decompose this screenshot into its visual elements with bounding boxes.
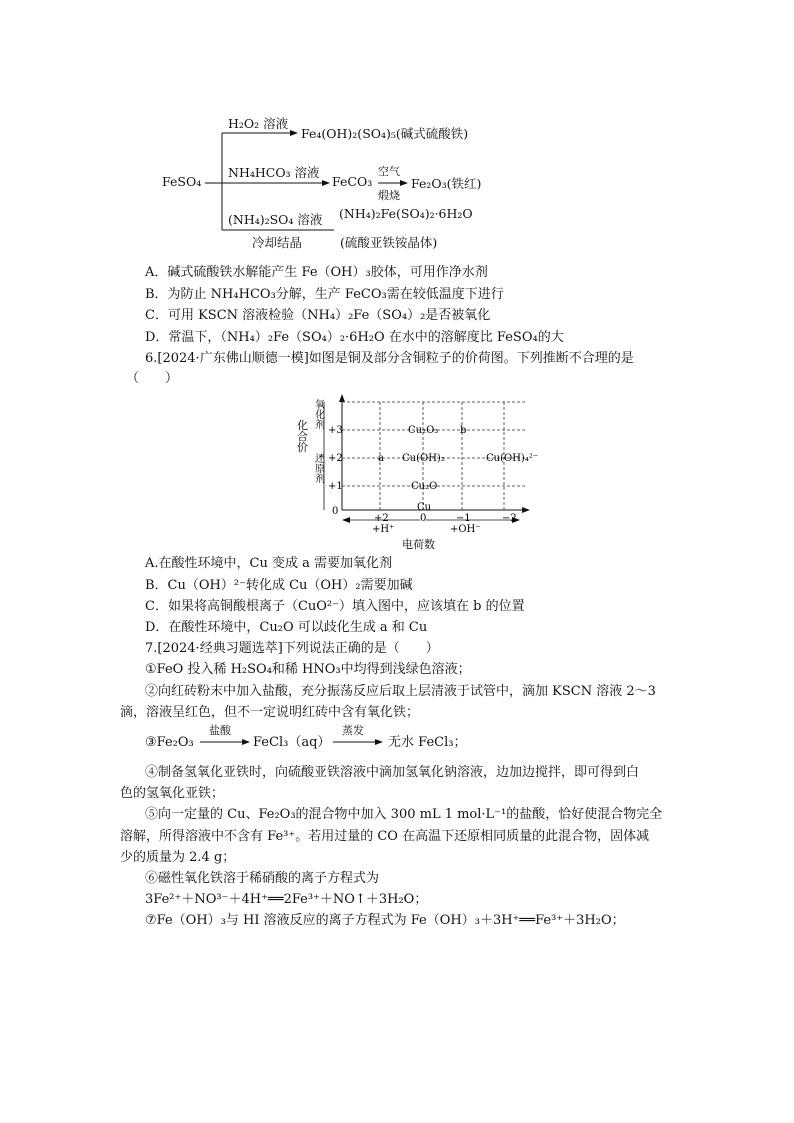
chart-y-axis-label: 化合价 — [295, 419, 309, 453]
q7-s3-end: 无水 FeCl₃； — [388, 735, 467, 750]
q7-statement-6b: 3Fe²⁺＋NO³⁻＋4H⁺══2Fe³⁺＋NO↑＋3H₂O； — [145, 892, 428, 907]
q6-option-c: C．如果将高铜酸根离子（CuO²⁻）填入图中，应该填在 b 的位置 — [145, 599, 525, 614]
q7-statement-5b: 溶解，所得溶液中不含有 Fe³⁺。若用过量的 CO 在高温下还原相同质量的此混合物，固体减 — [120, 829, 650, 844]
chart-x-tick-plus2: +2 — [374, 513, 389, 524]
scheme-reagent-3: (NH₄)₂SO₄ 溶液 — [228, 212, 323, 227]
q6-option-a: A.在酸性环境中，Cu 变成 a 需要加氧化剂 — [145, 556, 392, 571]
chart-y-tick-1: +1 — [328, 481, 343, 492]
q7-statement-2a: ②向红砖粉末中加入盐酸，充分振荡反应后取上层清液于试管中，滴加 KSCN 溶液 2～3 — [145, 684, 656, 699]
species-cuoh2: Cu(OH)₂ — [402, 453, 445, 464]
q5-option-b: B．为防止 NH₄HCO₃分解，生产 FeCO₃需在较低温度下进行 — [145, 287, 504, 302]
q6-option-d: D．在酸性环境中，Cu₂O 可以歧化生成 a 和 Cu — [145, 620, 428, 635]
chart-x-tick-minus1: −1 — [456, 513, 471, 524]
chart-y-tick-2: +2 — [328, 453, 343, 464]
chart-h-plus: +H⁺ — [372, 524, 395, 535]
scheme-under-2: 煅烧 — [378, 189, 400, 202]
species-a: a — [378, 453, 384, 464]
chart-y-tick-0: 0 — [332, 506, 339, 517]
q5-option-a: A．碱式硫酸铁水解能产生 Fe（OH）₃胶体，可用作净水剂 — [145, 265, 488, 280]
q6-stem: 6.[2024·广东佛山顺德一模]如图是铜及部分含铜粒子的价荷图。下列推断不合理的是 — [145, 351, 634, 366]
scheme-product-2b: Fe₂O₃(铁红) — [411, 176, 482, 191]
q7-statement-4a: ④制备氢氧化亚铁时，向硫酸亚铁溶液中滴加氢氧化钠溶液，边加边搅拌，即可得到白 — [145, 765, 640, 780]
q7-statement-2b: 滴，溶液呈红色，但不一定说明红砖中含有氧化铁； — [120, 705, 420, 720]
scheme-reagent-2: NH₄HCO₃ 溶液 — [228, 165, 320, 180]
chart-x-tick-0: 0 — [420, 513, 427, 524]
q5-option-c: C．可用 KSCN 溶液检验（NH₄）₂Fe（SO₄）₂是否被氧化 — [145, 308, 491, 323]
scheme-note-3: (硫酸亚铁铵晶体) — [340, 235, 438, 250]
scheme-over-2: 空气 — [378, 165, 400, 178]
q7-s3-arrow2-label: 蒸发 — [342, 724, 364, 737]
species-cu: Cu — [417, 502, 432, 513]
valence-charge-chart — [290, 386, 550, 551]
q5-option-d: D．常温下，（NH₄）₂Fe（SO₄）₂·6H₂O 在水中的溶解度比 FeSO₄的大 — [145, 330, 564, 345]
species-cu2o: Cu₂O — [411, 481, 438, 492]
scheme-product-1: Fe₄(OH)₂(SO₄)₅(碱式硫酸铁) — [301, 126, 469, 141]
chart-x-tick-minus2: −2 — [502, 513, 517, 524]
scheme-under-3: 冷却结晶 — [252, 235, 303, 250]
q7-statement-5a: ⑤向一定量的 Cu、Fe₂O₃的混合物中加入 300 mL 1 mol·L⁻¹的盐酸，恰好使混合物完全 — [145, 807, 663, 822]
q7-s3-prefix: ③Fe₂O₃ — [145, 735, 194, 750]
species-cuoh4: Cu(OH)₄²⁻ — [486, 453, 539, 464]
scheme-product-2a: FeCO₃ — [332, 174, 373, 189]
q7-s3-arrow1-label: 盐酸 — [209, 724, 231, 737]
q7-statement-7: ⑦Fe（OH）₃与 HI 溶液反应的离子方程式为 Fe（OH）₃＋3H⁺══Fe³⁺＋3H₂O； — [145, 913, 625, 928]
chart-x-axis-label: 电荷数 — [402, 538, 435, 551]
scheme-product-3: (NH₄)₂Fe(SO₄)₂·6H₂O — [339, 206, 473, 221]
chart-reductant-label: 还原剂 — [312, 453, 324, 483]
scheme-reagent-1: H₂O₂ 溶液 — [228, 116, 289, 131]
species-cu2o3: Cu₂O₃ — [408, 425, 439, 436]
q7-stem: 7.[2024·经典习题选萃]下列说法正确的是（ ） — [145, 641, 439, 656]
chart-oxidant-label: 氧化剂 — [312, 399, 324, 429]
q7-statement-1: ①FeO 投入稀 H₂SO₄和稀 HNO₃中均得到浅绿色溶液； — [145, 662, 471, 677]
chart-oh-minus: +OH⁻ — [450, 524, 481, 535]
q7-s3-mid: FeCl₃（aq） — [253, 735, 331, 750]
chart-y-tick-3: +3 — [328, 425, 343, 436]
q6-stem-bracket: （ ） — [126, 371, 179, 386]
q6-option-b: B．Cu（OH）²⁻转化成 Cu（OH）₂需要加碱 — [145, 578, 413, 593]
q7-s3-arrow1 — [200, 737, 252, 747]
q7-statement-6a: ⑥磁性氧化铁溶于稀硝酸的离子方程式为 — [145, 871, 380, 886]
species-b: b — [460, 425, 467, 436]
scheme-start: FeSO₄ — [162, 174, 202, 189]
q7-s3-arrow2 — [333, 737, 385, 747]
q7-statement-4b: 色的氢氧化亚铁； — [120, 786, 225, 801]
q7-statement-5c: 少的质量为 2.4 g； — [120, 850, 236, 865]
